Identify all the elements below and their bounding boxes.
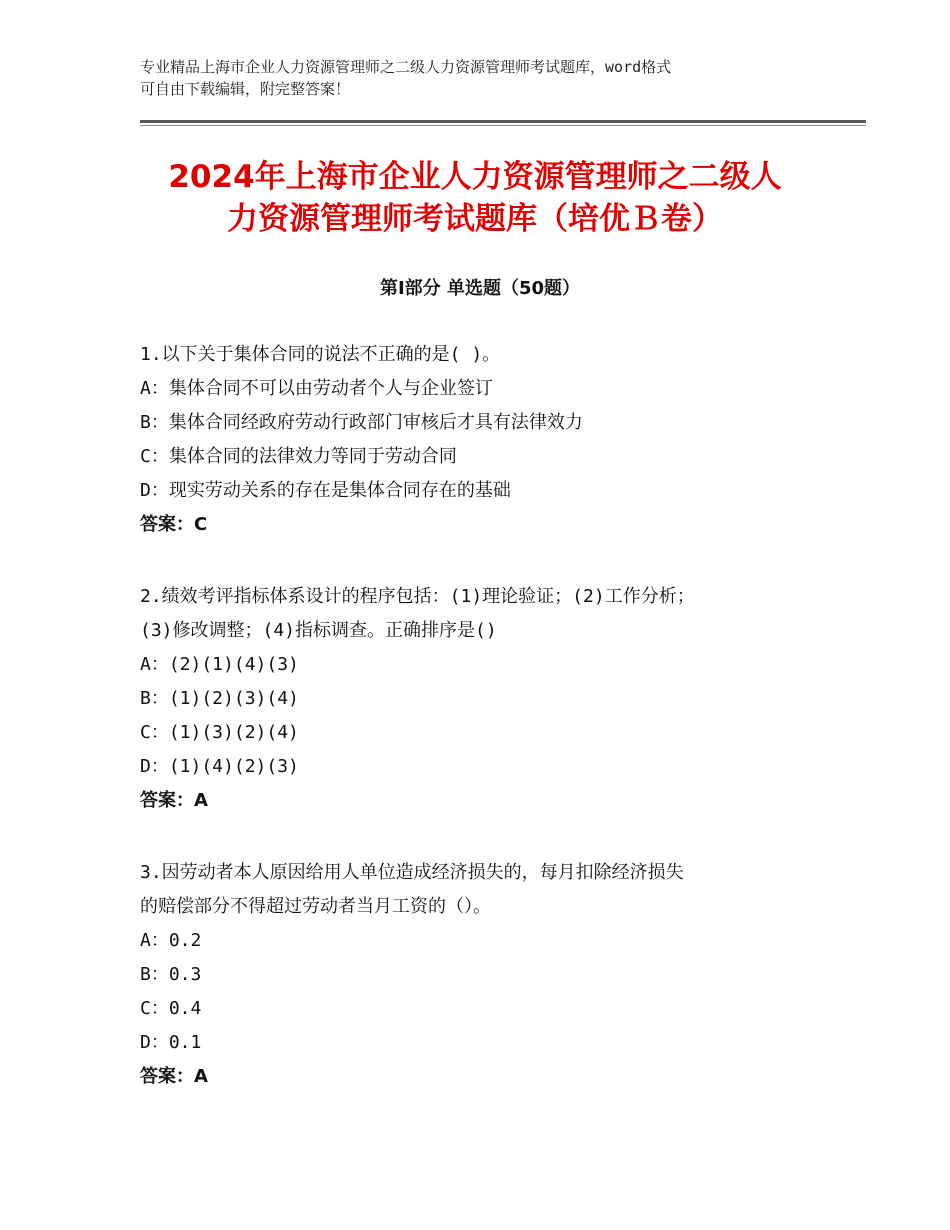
question-stem-line-1: 3.因劳动者本人原因给用人单位造成经济损失的，每月扣除经济损失 bbox=[140, 862, 684, 883]
answer-label: 答案：C bbox=[140, 514, 208, 535]
option-b: B：0.3 bbox=[140, 964, 202, 985]
header-rule-thick bbox=[140, 120, 866, 123]
option-d: D：(1)(4)(2)(3) bbox=[140, 756, 299, 777]
document-title bbox=[130, 156, 820, 240]
option-a: A：集体合同不可以由劳动者个人与企业签订 bbox=[140, 378, 493, 399]
section-title: 第Ⅰ部分 单选题（50题） bbox=[379, 278, 580, 299]
question-stem-line-1: 2.绩效考评指标体系设计的程序包括：(1)理论验证；(2)工作分析； bbox=[140, 586, 695, 607]
option-c: C：集体合同的法律效力等同于劳动合同 bbox=[140, 446, 457, 467]
question-stem-line-2: (3)修改调整；(4)指标调查。正确排序是() bbox=[140, 620, 497, 641]
question-3 bbox=[140, 856, 820, 1094]
header-note-line-2: 可自由下载编辑，附完整答案！ bbox=[140, 80, 351, 98]
question-stem-line-2: 的赔偿部分不得超过劳动者当月工资的（）。 bbox=[140, 896, 491, 917]
option-a: A：(2)(1)(4)(3) bbox=[140, 654, 299, 675]
question-2 bbox=[140, 580, 820, 818]
option-b: B：集体合同经政府劳动行政部门审核后才具有法律效力 bbox=[140, 412, 583, 433]
answer-label: 答案：A bbox=[140, 1066, 208, 1087]
header-note-line-1: 专业精品上海市企业人力资源管理师之二级人力资源管理师考试题库，word格式 bbox=[140, 58, 672, 76]
header-note bbox=[140, 56, 820, 100]
question-stem: 1.以下关于集体合同的说法不正确的是( )。 bbox=[140, 344, 501, 365]
document-title-line-2: 力资源管理师考试题库（培优Ｂ卷） bbox=[227, 201, 723, 237]
question-1 bbox=[140, 338, 820, 542]
option-c: C：0.4 bbox=[140, 998, 202, 1019]
header-rule-thin bbox=[140, 125, 866, 126]
option-d: D：0.1 bbox=[140, 1032, 202, 1053]
question-list bbox=[140, 338, 820, 1132]
answer-label: 答案：A bbox=[140, 790, 208, 811]
option-a: A：0.2 bbox=[140, 930, 202, 951]
option-b: B：(1)(2)(3)(4) bbox=[140, 688, 299, 709]
option-d: D：现实劳动关系的存在是集体合同存在的基础 bbox=[140, 480, 511, 501]
document-title-line-1: 2024年上海市企业人力资源管理师之二级人 bbox=[168, 159, 782, 195]
option-c: C：(1)(3)(2)(4) bbox=[140, 722, 299, 743]
